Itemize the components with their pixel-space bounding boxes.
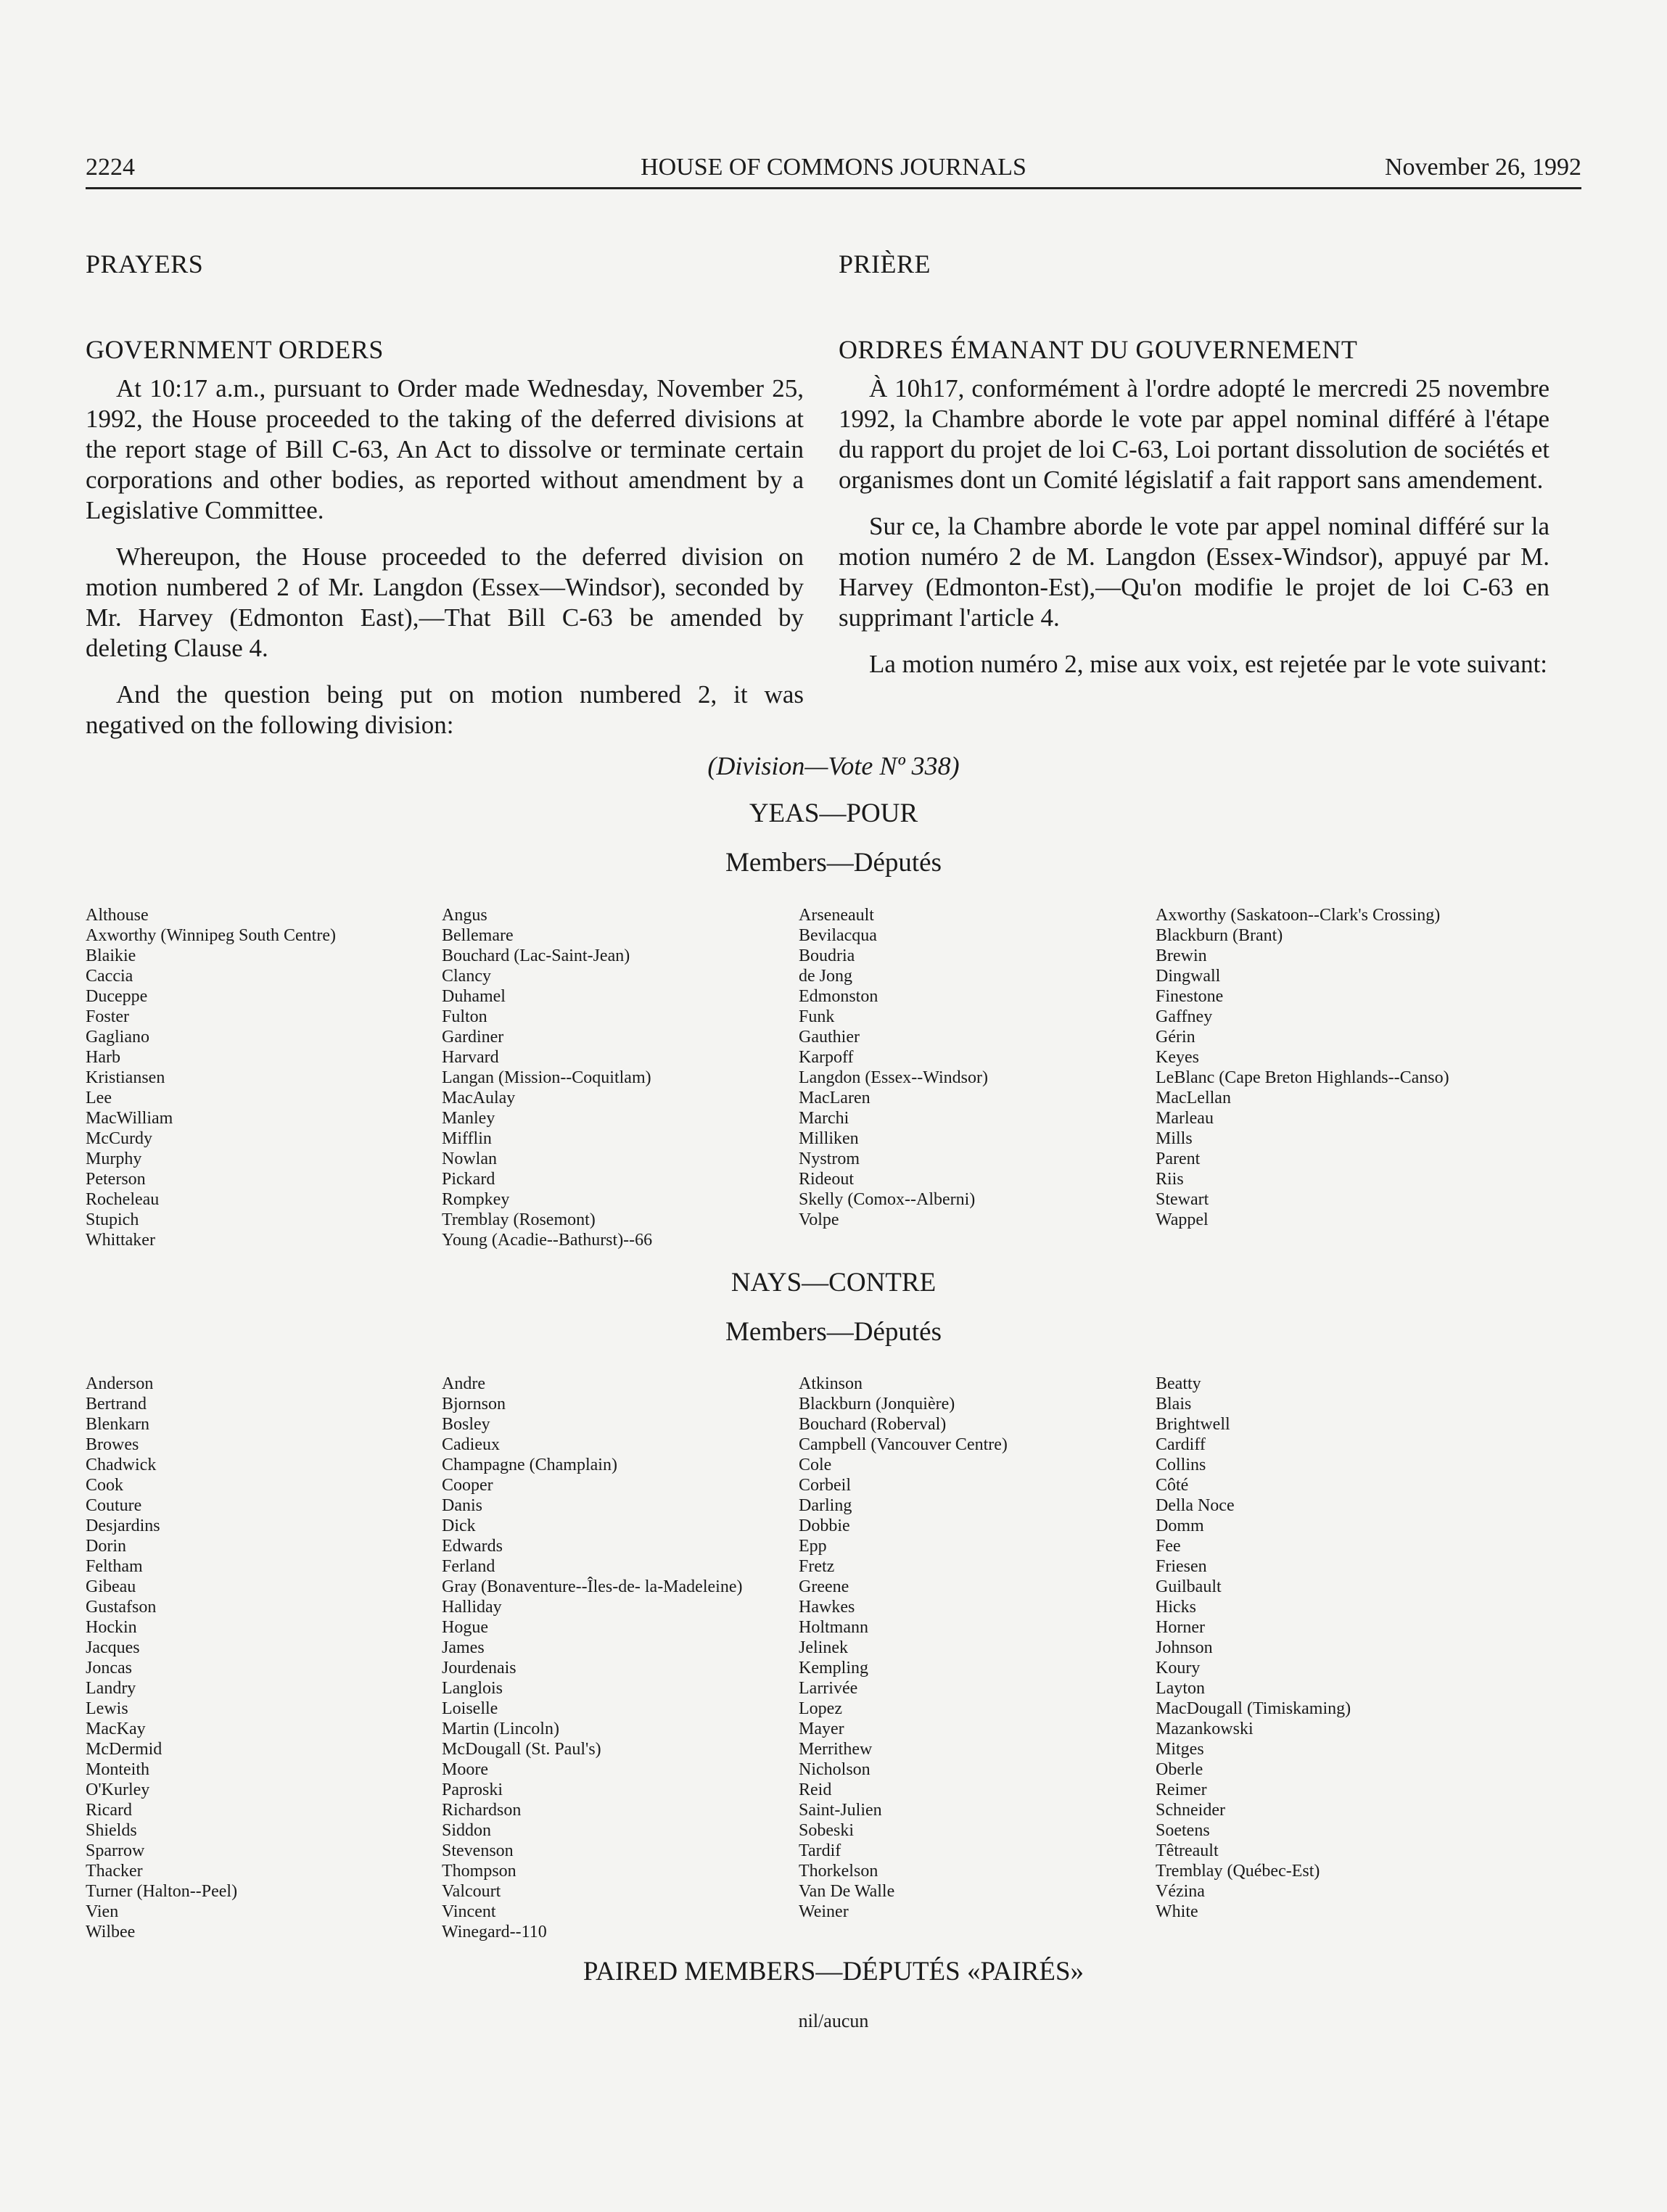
member-name: LeBlanc (Cape Breton Highlands--Canso) bbox=[1156, 1068, 1449, 1087]
member-name: Van De Walle bbox=[799, 1882, 895, 1901]
member-name: Reid bbox=[799, 1780, 832, 1799]
member-name: Gauthier bbox=[799, 1028, 860, 1047]
member-name: Kempling bbox=[799, 1659, 868, 1677]
member-name: Andre bbox=[442, 1374, 485, 1393]
member-name: Cole bbox=[799, 1456, 832, 1474]
member-name: Pickard bbox=[442, 1170, 495, 1189]
member-name: Atkinson bbox=[799, 1374, 863, 1393]
members-heading-nays: Members—Députés bbox=[725, 1317, 942, 1347]
member-name: Gagliano bbox=[86, 1028, 149, 1047]
member-name: Langlois bbox=[442, 1679, 503, 1698]
member-name: Wilbee bbox=[86, 1923, 136, 1941]
member-name: Gérin bbox=[1156, 1028, 1195, 1047]
member-name: Angus bbox=[442, 906, 487, 925]
member-name: Thompson bbox=[442, 1862, 516, 1881]
member-name: Jourdenais bbox=[442, 1659, 516, 1677]
member-name: James bbox=[442, 1638, 485, 1657]
journal-date: November 26, 1992 bbox=[1384, 154, 1581, 181]
member-name: Clancy bbox=[442, 967, 491, 986]
member-name: MacAulay bbox=[442, 1089, 516, 1107]
member-name: McDermid bbox=[86, 1740, 162, 1759]
member-name: Whittaker bbox=[86, 1231, 155, 1250]
member-name: Halliday bbox=[442, 1598, 502, 1617]
member-name: Siddon bbox=[442, 1821, 492, 1840]
member-name: Karpoff bbox=[799, 1048, 854, 1067]
member-name: Althouse bbox=[86, 906, 149, 925]
member-name: Cardiff bbox=[1156, 1435, 1206, 1454]
member-name: Harvard bbox=[442, 1048, 499, 1067]
division-title: (Division—Vote Nº 338) bbox=[707, 751, 960, 780]
member-name: Kristiansen bbox=[86, 1068, 165, 1087]
member-name: MacLaren bbox=[799, 1089, 870, 1107]
member-name: Lopez bbox=[799, 1699, 842, 1718]
member-name: Layton bbox=[1156, 1679, 1205, 1698]
member-name: Stupich bbox=[86, 1210, 139, 1229]
french-body bbox=[839, 374, 1549, 680]
member-name: Edmonston bbox=[799, 987, 878, 1006]
member-name: Della Noce bbox=[1156, 1496, 1235, 1515]
member-name: Dorin bbox=[86, 1537, 126, 1556]
member-name: Stevenson bbox=[442, 1841, 514, 1860]
member-name: McDougall (St. Paul's) bbox=[442, 1740, 601, 1759]
yeas-column-2 bbox=[442, 905, 652, 1250]
member-name: Foster bbox=[86, 1007, 129, 1026]
member-name: Bjornson bbox=[442, 1395, 506, 1414]
member-name: Mazankowski bbox=[1156, 1720, 1254, 1738]
nays-heading: NAYS—CONTRE bbox=[730, 1268, 937, 1297]
member-name: Horner bbox=[1156, 1618, 1205, 1637]
member-name: Champagne (Champlain) bbox=[442, 1456, 617, 1474]
member-name: Bosley bbox=[442, 1415, 490, 1434]
member-name: Greene bbox=[799, 1577, 849, 1596]
member-name: Langan (Mission--Coquitlam) bbox=[442, 1068, 651, 1087]
member-name: Collins bbox=[1156, 1456, 1206, 1474]
member-name: Skelly (Comox--Alberni) bbox=[799, 1190, 976, 1209]
paired-value: nil/aucun bbox=[798, 2010, 869, 2031]
member-name: Dobbie bbox=[799, 1516, 850, 1535]
member-name: Cook bbox=[86, 1476, 124, 1495]
member-name: Gibeau bbox=[86, 1577, 136, 1596]
yeas-column-4 bbox=[1156, 905, 1449, 1230]
member-name: O'Kurley bbox=[86, 1780, 150, 1799]
member-name: Dick bbox=[442, 1516, 476, 1535]
member-name: Rideout bbox=[799, 1170, 854, 1189]
member-name: Blais bbox=[1156, 1395, 1192, 1414]
member-name: MacWilliam bbox=[86, 1109, 173, 1128]
member-name: MacDougall (Timiskaming) bbox=[1156, 1699, 1351, 1718]
yeas-column-3 bbox=[799, 905, 988, 1230]
en-para-2: Whereupon, the House proceeded to the deferred division on motion numbered 2 of Mr. Langdon (Essex—Windsor), seconded by Mr. Harvey (Edmonton East),—That Bill C-63 be amended by deleting Clause 4. bbox=[86, 542, 804, 662]
member-name: Fee bbox=[1156, 1537, 1181, 1556]
member-name: Têtreault bbox=[1156, 1841, 1219, 1860]
member-name: Blenkarn bbox=[86, 1415, 149, 1434]
member-name: White bbox=[1156, 1902, 1198, 1921]
member-name: Landry bbox=[86, 1679, 136, 1698]
member-name: Fretz bbox=[799, 1557, 835, 1576]
member-name: Feltham bbox=[86, 1557, 143, 1576]
gov-orders-heading-fr: ORDRES ÉMANANT DU GOUVERNEMENT bbox=[839, 335, 1358, 364]
member-name: Couture bbox=[86, 1496, 142, 1515]
member-name: Bouchard (Roberval) bbox=[799, 1415, 947, 1434]
member-name: Winegard--110 bbox=[442, 1923, 547, 1941]
page-number: 2224 bbox=[86, 154, 135, 181]
en-para-3: And the question being put on motion numbered 2, it was negatived on the following division: bbox=[86, 680, 804, 739]
gov-orders-heading-en: GOVERNMENT ORDERS bbox=[86, 335, 384, 364]
member-name: Boudria bbox=[799, 946, 855, 965]
member-name: Funk bbox=[799, 1007, 835, 1026]
member-name: Vézina bbox=[1156, 1882, 1205, 1901]
member-name: Sobeski bbox=[799, 1821, 855, 1840]
member-name: Monteith bbox=[86, 1760, 149, 1779]
member-name: Weiner bbox=[799, 1902, 849, 1921]
member-name: Dingwall bbox=[1156, 967, 1221, 986]
member-name: Lewis bbox=[86, 1699, 128, 1718]
member-name: Young (Acadie--Bathurst)--66 bbox=[442, 1231, 653, 1250]
member-name: Nowlan bbox=[442, 1150, 497, 1168]
member-name: Moore bbox=[442, 1760, 488, 1779]
member-name: Rocheleau bbox=[86, 1190, 160, 1209]
nays-column-4 bbox=[1156, 1374, 1351, 1922]
members-heading-yeas: Members—Députés bbox=[725, 848, 942, 878]
member-name: Lee bbox=[86, 1089, 112, 1107]
member-name: Mills bbox=[1156, 1129, 1193, 1148]
member-name: Epp bbox=[799, 1537, 827, 1556]
member-name: Arseneault bbox=[799, 906, 874, 925]
member-name: Marleau bbox=[1156, 1109, 1214, 1128]
member-name: Jelinek bbox=[799, 1638, 848, 1657]
member-name: Johnson bbox=[1156, 1638, 1213, 1657]
member-name: Vincent bbox=[442, 1902, 496, 1921]
member-name: de Jong bbox=[799, 967, 852, 986]
member-name: Sparrow bbox=[86, 1841, 145, 1860]
member-name: Fulton bbox=[442, 1007, 487, 1026]
member-name: Turner (Halton--Peel) bbox=[86, 1882, 238, 1901]
member-name: Côté bbox=[1156, 1476, 1189, 1495]
member-name: Joncas bbox=[86, 1659, 132, 1677]
member-name: Darling bbox=[799, 1496, 852, 1515]
member-name: Mifflin bbox=[442, 1129, 492, 1148]
member-name: Beatty bbox=[1156, 1374, 1201, 1393]
english-body bbox=[86, 374, 804, 740]
member-name: Friesen bbox=[1156, 1557, 1207, 1576]
member-name: Desjardins bbox=[86, 1516, 160, 1535]
member-name: Manley bbox=[442, 1109, 495, 1128]
member-name: Nicholson bbox=[799, 1760, 870, 1779]
member-name: Gray (Bonaventure--Îles-de- la-Madeleine) bbox=[442, 1577, 743, 1596]
member-name: Cooper bbox=[442, 1476, 493, 1495]
nays-column-2 bbox=[442, 1374, 742, 1942]
member-name: Finestone bbox=[1156, 987, 1224, 1006]
member-name: Bouchard (Lac-Saint-Jean) bbox=[442, 946, 630, 965]
yeas-column-1 bbox=[86, 905, 336, 1250]
member-name: Brewin bbox=[1156, 946, 1207, 965]
member-name: Holtmann bbox=[799, 1618, 868, 1637]
member-name: Hogue bbox=[442, 1618, 488, 1637]
member-name: Stewart bbox=[1156, 1190, 1209, 1209]
member-name: Gustafson bbox=[86, 1598, 157, 1617]
member-name: Hawkes bbox=[799, 1598, 855, 1617]
member-name: Merrithew bbox=[799, 1740, 873, 1759]
member-name: Bertrand bbox=[86, 1395, 147, 1414]
member-name: McCurdy bbox=[86, 1129, 152, 1148]
member-name: Wappel bbox=[1156, 1210, 1209, 1229]
member-name: Mitges bbox=[1156, 1740, 1204, 1759]
member-name: Domm bbox=[1156, 1516, 1204, 1535]
member-name: Riis bbox=[1156, 1170, 1184, 1189]
fr-para-1: À 10h17, conformément à l'ordre adopté le mercredi 25 novembre 1992, la Chambre aborde le vote par appel nominal différé à l'étape du rapport du projet de loi C-63, Loi portant dissolution de sociétés et organismes dont un Comité législatif a fait rapport sans amendement. bbox=[839, 374, 1549, 494]
member-name: Jacques bbox=[86, 1638, 140, 1657]
member-name: Blackburn (Jonquière) bbox=[799, 1395, 955, 1414]
member-name: Tardif bbox=[799, 1841, 841, 1860]
member-name: Anderson bbox=[86, 1374, 154, 1393]
member-name: Schneider bbox=[1156, 1801, 1225, 1820]
member-name: Hockin bbox=[86, 1618, 137, 1637]
member-name: Chadwick bbox=[86, 1456, 157, 1474]
member-name: Danis bbox=[442, 1496, 482, 1515]
nays-column-3 bbox=[799, 1374, 1008, 1922]
member-name: Valcourt bbox=[442, 1882, 501, 1901]
en-para-1: At 10:17 a.m., pursuant to Order made Wednesday, November 25, 1992, the House proceeded to the taking of the deferred divisions at the report stage of Bill C-63, An Act to dissolve or terminate certain corporations and other bodies, as reported without amendment by a Legislative Committee. bbox=[86, 374, 804, 524]
member-name: Tremblay (Rosemont) bbox=[442, 1210, 596, 1229]
member-name: Loiselle bbox=[442, 1699, 498, 1718]
member-name: Bevilacqua bbox=[799, 926, 877, 945]
member-name: Guilbault bbox=[1156, 1577, 1222, 1596]
member-name: Reimer bbox=[1156, 1780, 1207, 1799]
member-name: Ricard bbox=[86, 1801, 132, 1820]
member-name: Gardiner bbox=[442, 1028, 504, 1047]
paired-heading: PAIRED MEMBERS—DÉPUTÉS «PAIRÉS» bbox=[583, 1957, 1084, 1986]
member-name: Vien bbox=[86, 1902, 119, 1921]
member-name: Saint-Julien bbox=[799, 1801, 882, 1820]
fr-para-3: La motion numéro 2, mise aux voix, est rejetée par le vote suivant: bbox=[869, 650, 1548, 678]
member-name: Blackburn (Brant) bbox=[1156, 926, 1283, 945]
member-name: Milliken bbox=[799, 1129, 859, 1148]
member-name: Browes bbox=[86, 1435, 139, 1454]
member-name: Gaffney bbox=[1156, 1007, 1213, 1026]
member-name: Hicks bbox=[1156, 1598, 1196, 1617]
prayers-heading-en: PRAYERS bbox=[86, 249, 204, 278]
member-name: Duceppe bbox=[86, 987, 148, 1006]
member-name: Ferland bbox=[442, 1557, 495, 1576]
member-name: Langdon (Essex--Windsor) bbox=[799, 1068, 988, 1087]
member-name: Mayer bbox=[799, 1720, 844, 1738]
member-name: Paproski bbox=[442, 1780, 503, 1799]
member-name: Soetens bbox=[1156, 1821, 1210, 1840]
member-name: Peterson bbox=[86, 1170, 146, 1189]
member-name: Nystrom bbox=[799, 1150, 860, 1168]
member-name: Bellemare bbox=[442, 926, 514, 945]
running-header bbox=[86, 154, 1581, 189]
member-name: Axworthy (Saskatoon--Clark's Crossing) bbox=[1156, 906, 1441, 925]
member-name: Oberle bbox=[1156, 1760, 1203, 1779]
member-name: Brightwell bbox=[1156, 1415, 1230, 1434]
member-name: Murphy bbox=[86, 1150, 142, 1168]
member-name: Larrivée bbox=[799, 1679, 858, 1698]
member-name: Richardson bbox=[442, 1801, 522, 1820]
member-name: Keyes bbox=[1156, 1048, 1199, 1067]
member-name: Martin (Lincoln) bbox=[442, 1720, 559, 1738]
member-name: Volpe bbox=[799, 1210, 839, 1229]
journal-title: HOUSE OF COMMONS JOURNALS bbox=[641, 154, 1026, 181]
member-name: Rompkey bbox=[442, 1190, 510, 1209]
member-name: Parent bbox=[1156, 1150, 1201, 1168]
member-name: Harb bbox=[86, 1048, 120, 1067]
yeas-heading: YEAS—POUR bbox=[749, 798, 918, 828]
member-name: Blaikie bbox=[86, 946, 136, 965]
member-name: Cadieux bbox=[442, 1435, 500, 1454]
fr-para-2: Sur ce, la Chambre aborde le vote par appel nominal différé sur la motion numéro 2 de M. Langdon (Essex-Windsor), appuyé par M. Harvey (Edmonton-Est),—Qu'on modifie le projet de loi C-63 en supprimant l'article 4. bbox=[839, 512, 1549, 632]
member-name: Tremblay (Québec-Est) bbox=[1156, 1862, 1320, 1881]
member-name: Duhamel bbox=[442, 987, 506, 1006]
member-name: Thacker bbox=[86, 1862, 143, 1881]
prayers-heading-fr: PRIÈRE bbox=[839, 249, 931, 278]
member-name: Corbeil bbox=[799, 1476, 851, 1495]
member-name: Shields bbox=[86, 1821, 137, 1840]
member-name: MacKay bbox=[86, 1720, 146, 1738]
nays-column-1 bbox=[86, 1374, 237, 1942]
member-name: Campbell (Vancouver Centre) bbox=[799, 1435, 1008, 1454]
member-name: Koury bbox=[1156, 1659, 1201, 1677]
member-name: Edwards bbox=[442, 1537, 503, 1556]
member-name: Axworthy (Winnipeg South Centre) bbox=[86, 926, 336, 945]
member-name: Caccia bbox=[86, 967, 133, 986]
member-name: Marchi bbox=[799, 1109, 849, 1128]
member-name: Thorkelson bbox=[799, 1862, 878, 1881]
member-name: MacLellan bbox=[1156, 1089, 1231, 1107]
